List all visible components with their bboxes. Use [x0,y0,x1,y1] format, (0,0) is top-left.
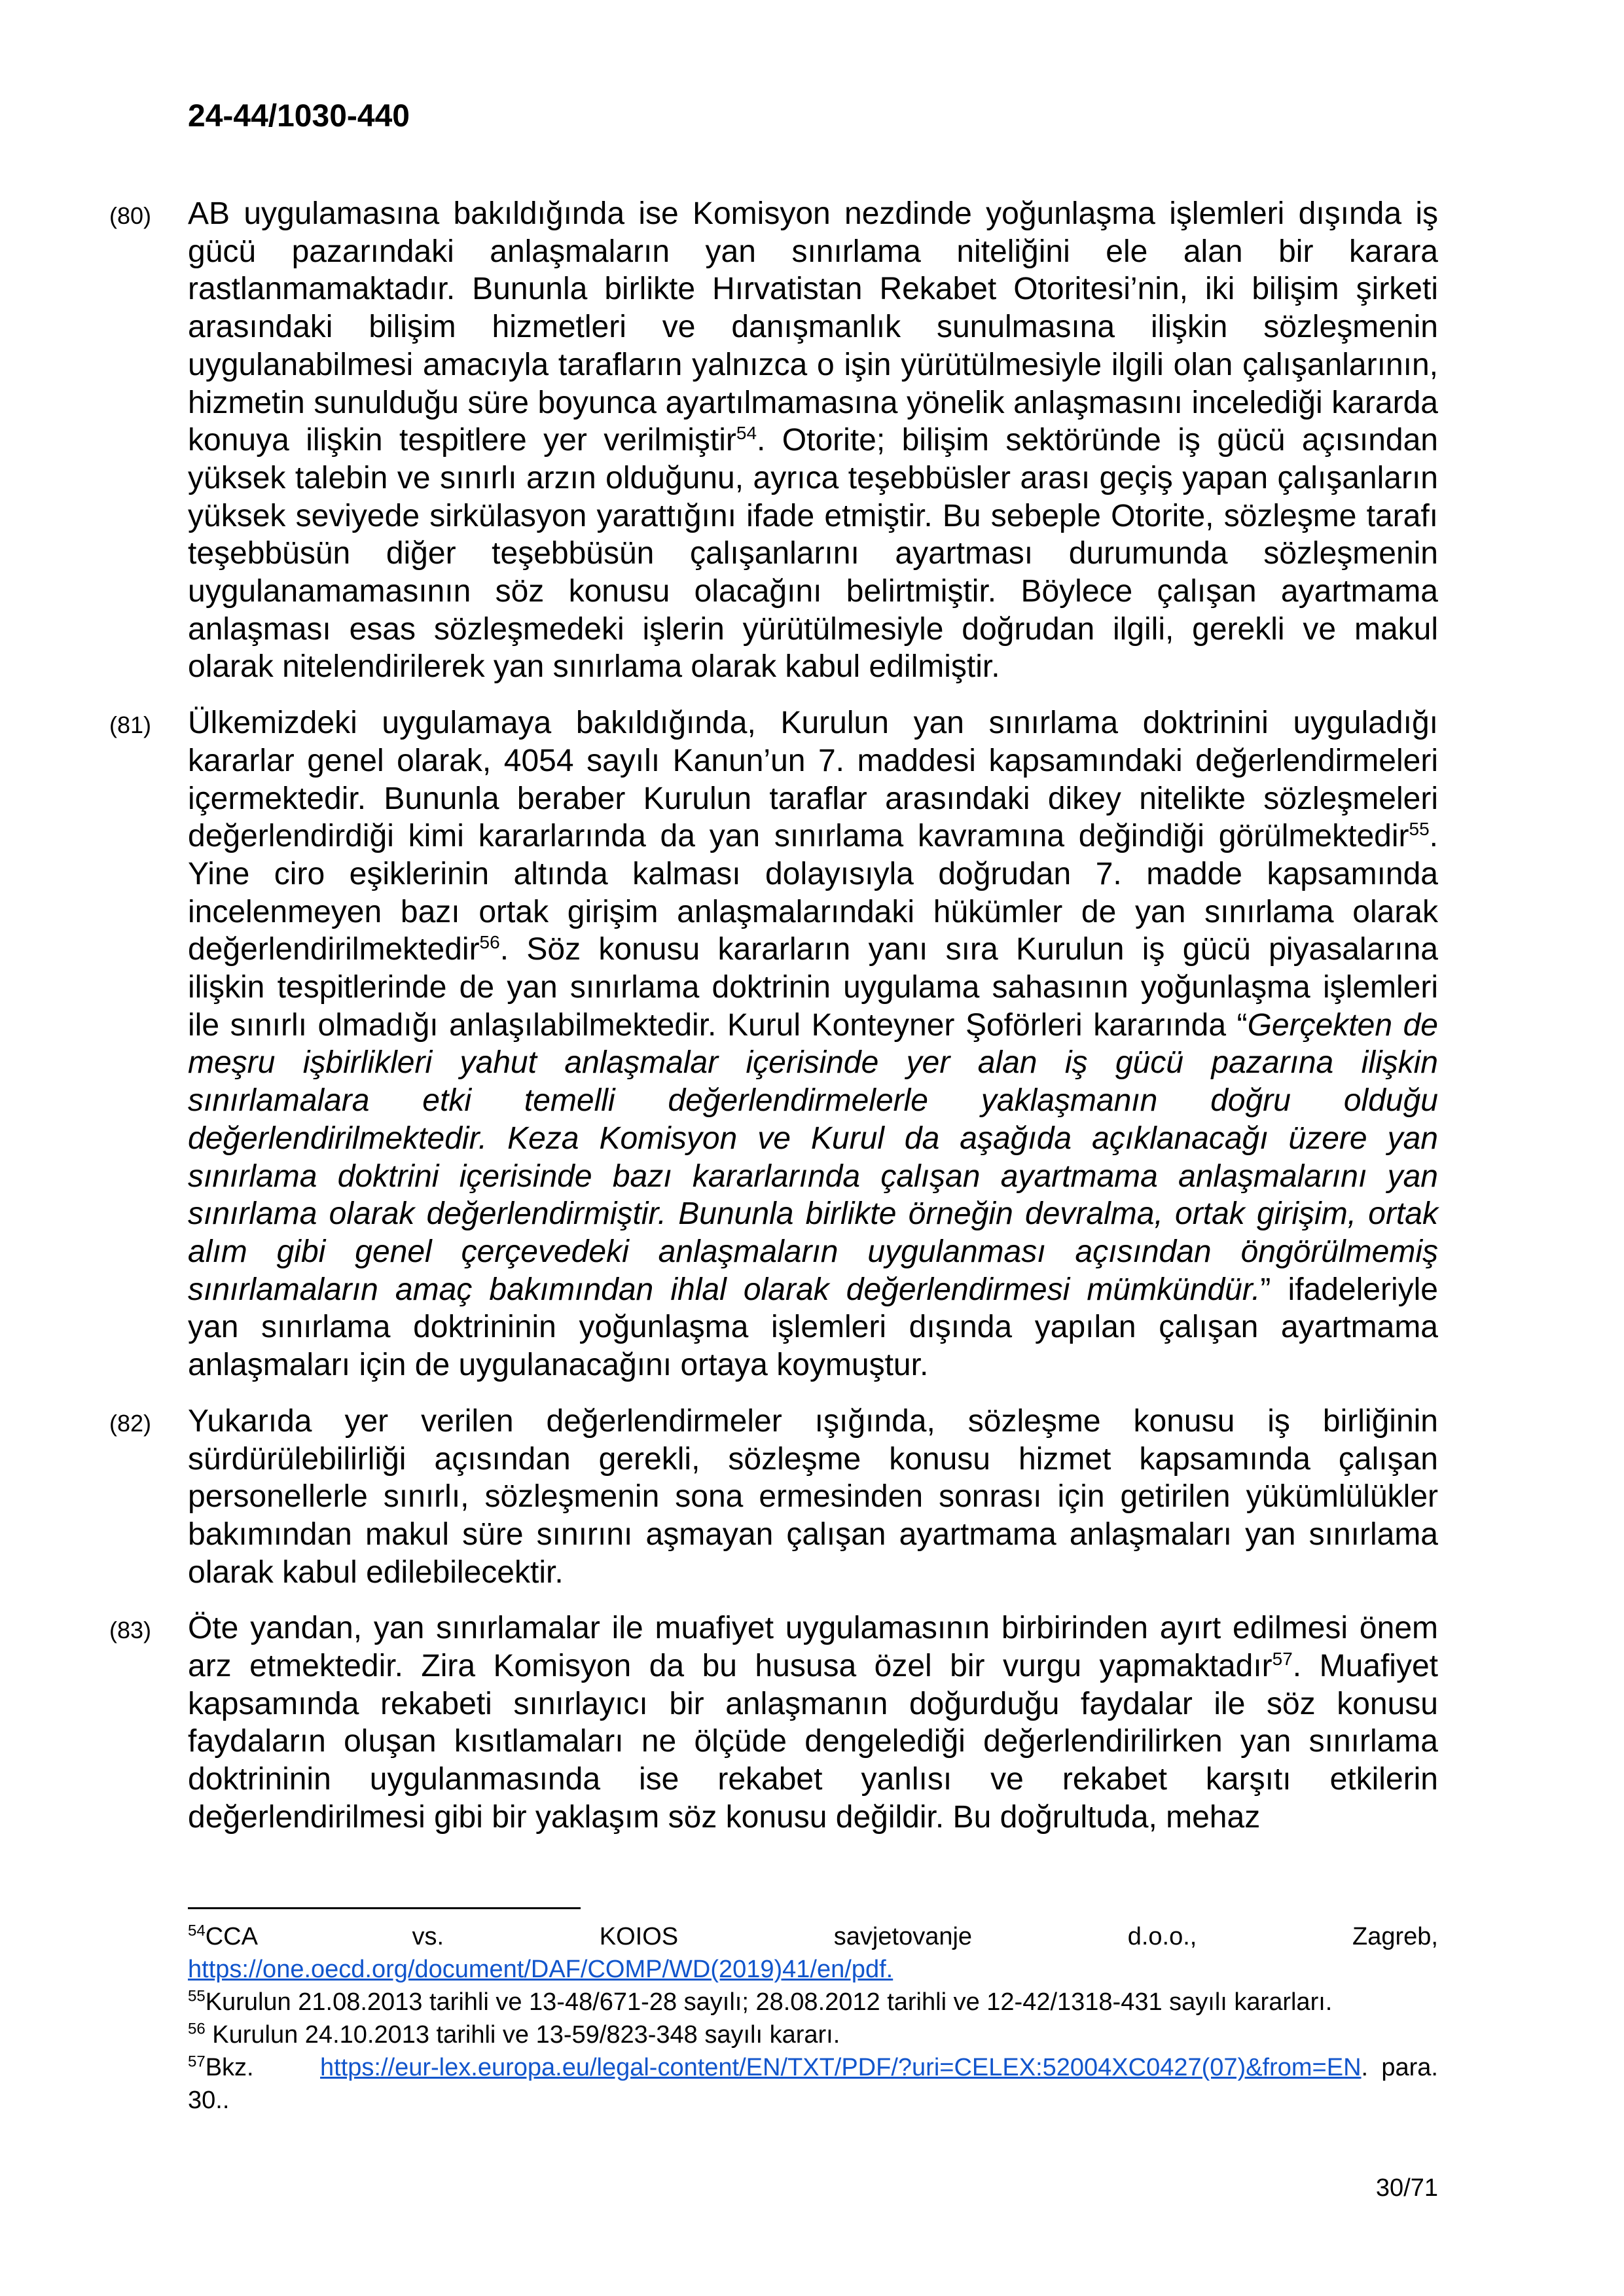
paragraph-text: Yukarıda yer verilen değerlendirmeler ışığında, sözleşme konusu iş birliğinin sürdürülebilirliği açısından gerekli, sözleşme konusu hizmet kapsamında çalışan personellerle sınırlı, sözleşmenin sona ermesinden sonrası için getirilen yükümlülükler bakımından makul süre sınırını aşmayan çalışan ayartmama anlaşmaları yan sınırlama olarak kabul edilebilecektir. [188,1403,1438,1590]
footnote-ref-56[interactable]: 56 [479,932,500,953]
footnote-57: $^{57}$Bkz. https://eur-lex.europa.eu/legal-content/EN/TXT/PDF/?uri=CELEX:52004XC0427(07)&from=EN. para. 30.. [188,2053,1438,2114]
eur-lex-link[interactable]: https://eur-lex.europa.eu/legal-content/EN/TXT/PDF/?uri=CELEX:52004XC0427(07)&from=EN [320,2054,1362,2081]
footnote-separator [188,1907,581,1909]
paragraph-number: (81) [109,711,152,739]
page-number: 30/71 [1375,2174,1438,2202]
paragraph-81 [109,704,1438,1384]
quoted-decision-text: Gerçekten de meşru işbirlikleri yahut anlaşmalar içerisinde yer alan iş gücü pazarına ilişkin sınırlamalara etki temelli değerlendirmelerle yaklaşmanın doğru olduğu değerlendirilmektedir. Keza Komisyon ve Kurul da aşağıda açıklanacağı üzere yan sınırlama doktrini içerisinde bazı kararlarında çalışan ayartmama anlaşmalarını yan sınırlama olarak değerlendirmiştir. Bununla birlikte örneğin devralma, ortak girişim, ortak alım gibi genel çerçevedeki anlaşmaların uygulanması açısından öngörülmemiş sınırlamaların amaç bakımından ihlal olarak değerlendirmesi mümkündür. [188,1007,1438,1307]
paragraph-text: Öte yandan, yan sınırlamalar ile muafiyet uygulamasının birbirinden ayırt edilmesi önem arz etmektedir. Zira Komisyon da bu hususa özel bir vurgu yapmaktadır$^{57}$. Muafiyet kapsamında rekabeti sınırlayıcı bir anlaşmanın doğurduğu faydalar ile söz konusu faydaların oluşan kısıtlamaları ne ölçüde dengelediği değerlendirilirken yan sınırlama doktrininin uygulanmasında ise rekabet yanlısı ve rekabet karşıtı etkilerin değerlendirilmesi gibi bir yaklaşım söz konusu değildir. Bu doğrultuda, mehaz [188,1611,1439,1835]
footnote-ref-54[interactable]: 54 [736,423,757,444]
footnote-55: $^{55}$Kurulun 21.08.2013 tarihli ve 13-48/671-28 sayılı; 28.08.2012 tarihli ve 12-42/1318-431 sayılı kararları. [188,1987,1333,2016]
footnote-ref-57[interactable]: 57 [1272,1649,1293,1670]
footnote-54: $^{54}$CCA vs. KOIOS savjetovanje d.o.o., Zagreb, [188,1922,1438,1950]
paragraph-82 [109,1403,1438,1592]
footnotes [188,1920,1438,2117]
paragraph-text: AB uygulamasına bakıldığında ise Komisyon nezdinde yoğunlaşma işlemleri dışında iş gücü pazarındaki anlaşmaların yan sınırlama niteliğini ele alan bir karara rastlanmamaktadır. Bununla birlikte Hırvatistan Rekabet Otoritesi’nin, iki bilişim şirketi arasındaki bilişim hizmetleri ve danışmanlık sunulmasına ilişkin sözleşmenin uygulanabilmesi amacıyla tarafların yalnızca o işin yürütülmesiyle ilgili olan çalışanlarının, hizmetin sunulduğu süre boyunca ayartılmamasına yönelik anlaşmasını incelediği kararda konuya ilişkin tespitlere yer verilmiştir$^{54}$. Otorite; bilişim sektöründe iş gücü açısından yüksek talebin ve sınırlı arzın olduğunu, ayrıca teşebbüsler arası geçiş yapan çalışanların yüksek seviyede sirkülasyon yarattığını ifade etmiştir. Bu sebeple Otorite, sözleşme tarafı teşebbüsün diğer teşebbüsün çalışanlarını ayartması durumunda sözleşmenin uygulanamamasının söz konusu olacağını belirtmiştir. Böylece çalışan ayartmama anlaşması esas sözleşmedeki işlerin yürütülmesiyle doğrudan ilgili, gerekli ve makul olarak nitelendirilerek yan sınırlama olarak kabul edilmiştir. [188,196,1438,685]
paragraph-text: Ülkemizdeki uygulamaya bakıldığında, Kurulun yan sınırlama doktrinini uyguladığı kararlar genel olarak, 4054 sayılı Kanun’un 7. maddesi kapsamındaki değerlendirmeleri içermektedir. Bununla beraber Kurulun taraflar arasındaki dikey nitelikte sözleşmeleri değerlendirdiği kimi kararlarında da yan sınırlama kavramına değindiği görülmektedir$^{55}$. Yine ciro eşiklerinin altında kalması dolayısıyla doğrudan 7. madde kapsamında incelenmeyen bazı ortak girişim anlaşmalarındaki hükümler de yan sınırlama olarak değerlendirilmektedir$^{56}$. Söz konusu kararların yanı sıra Kurulun iş gücü piyasalarına ilişkin tespitlerinde de yan sınırlama doktrinin uygulama sahasının yoğunlaşma işlemleri ile sınırlı olmadığı anlaşılabilmektedir. Kurul Konteyner Şoförleri kararında “Gerçekten de meşru işbirlikleri yahut anlaşmalar içerisinde yer alan iş gücü pazarına ilişkin sınırlamalara etki temelli değerlendirmelerle yaklaşmanın doğru olduğu değerlendirilmektedir. Keza Komisyon ve Kurul da aşağıda açıklanacağı üzere yan sınırlama doktrini içerisinde bazı kararlarında çalışan ayartmama anlaşmalarını yan sınırlama olarak değerlendirmiştir. Bununla birlikte örneğin devralma, ortak girişim, ortak alım gibi genel çerçevedeki anlaşmaların uygulanması açısından öngörülmemiş sınırlamaların amaç bakımından ihlal olarak değerlendirmesi mümkündür.” ifadeleriyle yan sınırlama doktrininin yoğunlaşma işlemleri dışında yapılan çalışan ayartmama anlaşmaları için de uygulanacağını ortaya koymuştur. [188,706,1438,1383]
paragraph-80 [109,195,1438,686]
document-body [109,195,1438,1855]
footnote-54-link-line [188,1953,1438,1986]
paragraph-83 [109,1609,1438,1836]
oecd-link[interactable]: https://one.oecd.org/document/DAF/COMP/WD(2019)41/en/pdf. [188,1956,893,1983]
paragraph-number: (80) [109,202,152,229]
paragraph-number: (82) [109,1409,152,1437]
footnote-56: $^{56}$ Kurulun 24.10.2013 tarihli ve 13-59/823-348 sayılı kararı. [188,2020,840,2049]
paragraph-number: (83) [109,1617,152,1644]
footnote-ref-55[interactable]: 55 [1409,819,1430,840]
decision-number-header: 24-44/1030-440 [188,99,410,134]
